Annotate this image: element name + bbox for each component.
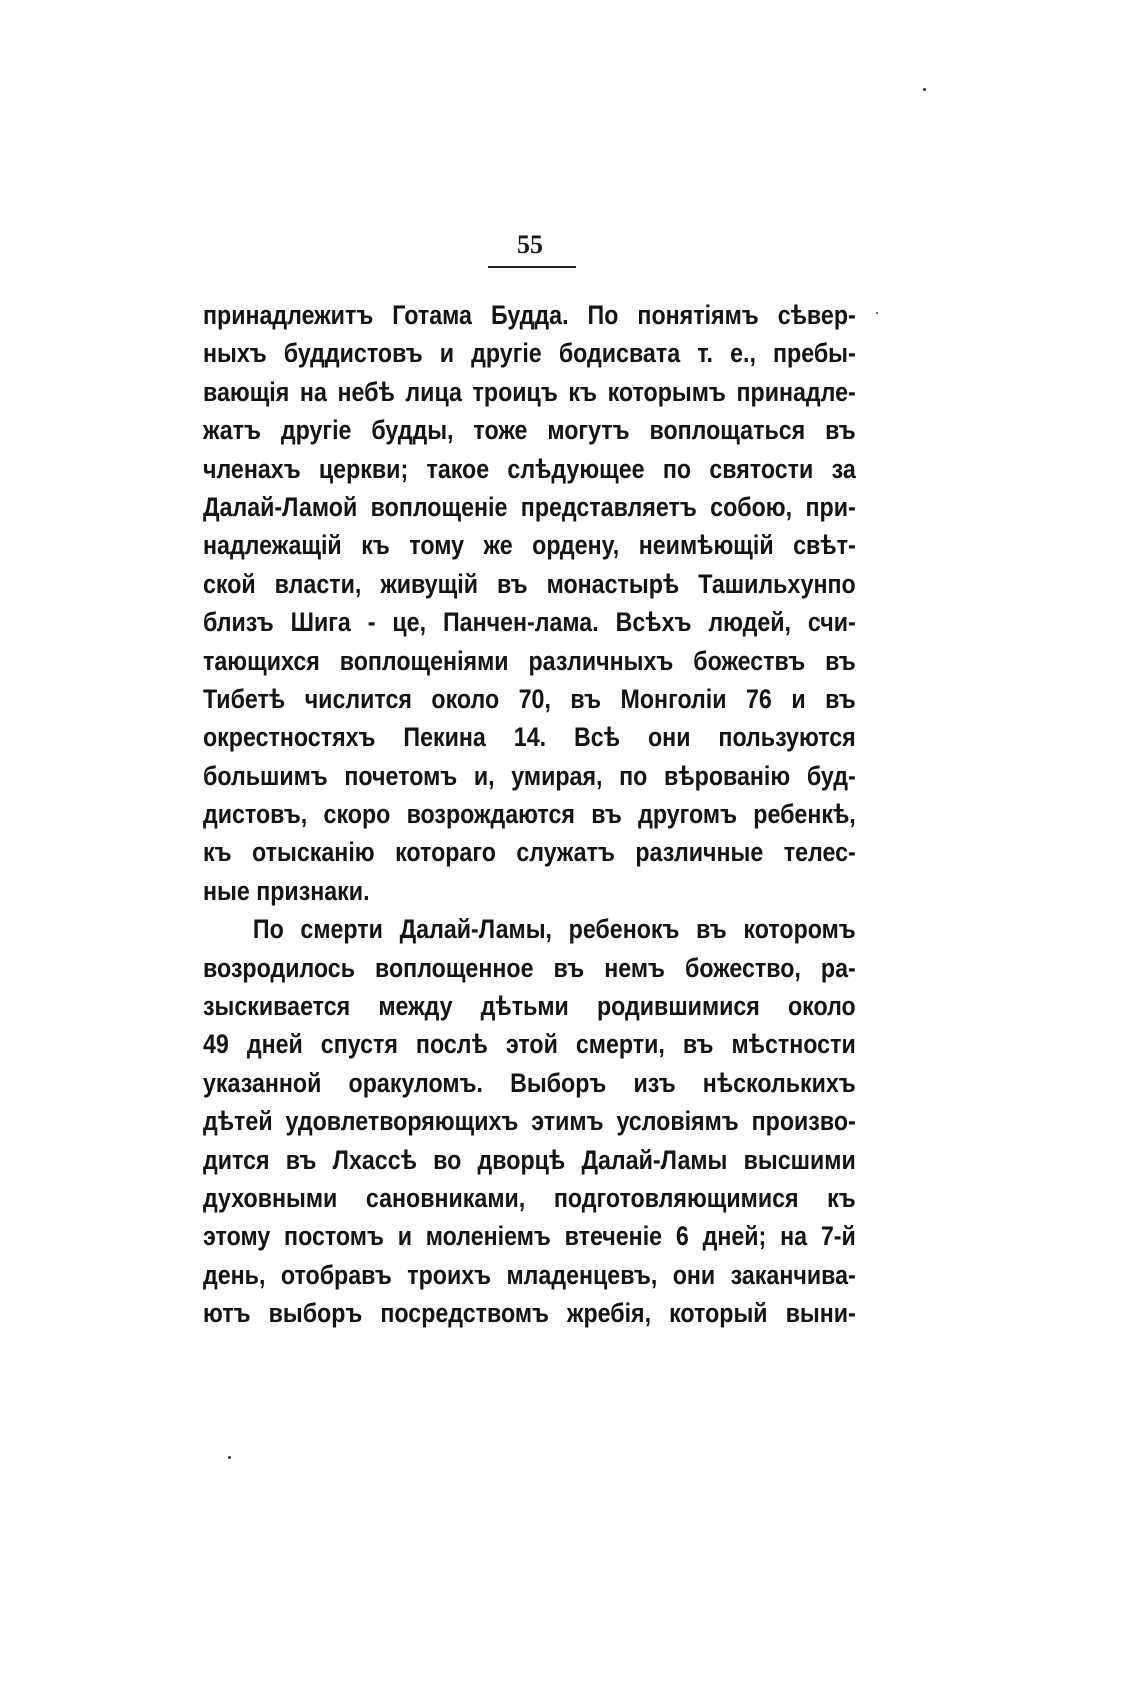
paper-speck: [876, 312, 878, 314]
text-line: день, отобравъ троихъ младенцевъ, они заканчива-: [203, 1259, 856, 1290]
paragraph-2: [203, 910, 856, 1332]
text-line: дѣтей удовлетворяющихъ этимъ условіямъ произво-: [203, 1106, 856, 1137]
text-line: По смерти Далай-Ламы, ребенокъ въ которомъ: [252, 914, 856, 945]
text-line: дистовъ, скоро возрождаются въ другомъ ребенкѣ,: [203, 799, 856, 830]
text-line: 49 дней спустя послѣ этой смерти, въ мѣстности: [203, 1029, 856, 1060]
text-line: Тибетѣ числится около 70, въ Монголіи 76 и въ: [203, 683, 856, 714]
text-line: надлежащій къ тому же ордену, неимѣющій свѣт-: [203, 530, 856, 561]
text-line: указанной оракуломъ. Выборъ изъ нѣсколькихъ: [203, 1067, 856, 1098]
text-line: зыскивается между дѣтьми родившимися около: [203, 991, 856, 1022]
text-line: ской власти, живущій въ монастырѣ Ташильхунпо: [203, 568, 856, 599]
text-line: близъ Шига - це, Панчен-лама. Всѣхъ людей, счи-: [203, 607, 856, 638]
text-line: окрестностяхъ Пекина 14. Всѣ они пользуются: [203, 722, 856, 753]
text-line: дится въ Лхассѣ во дворцѣ Далай-Ламы высшими: [203, 1144, 856, 1175]
text-line: ютъ выборъ посредствомъ жребія, который выни-: [203, 1298, 856, 1329]
paragraph-1: [203, 296, 856, 910]
text-line: ные признаки.: [203, 875, 370, 906]
text-line: этому постомъ и моленіемъ втеченіе 6 дней; на 7-й: [203, 1221, 856, 1252]
text-line: членахъ церкви; такое слѣдующее по святости за: [203, 453, 856, 484]
body-text: [203, 296, 856, 1333]
page-number: 55: [517, 230, 543, 259]
text-line: тающихся воплощеніями различныхъ божествъ въ: [203, 645, 856, 676]
text-line: жатъ другіе будды, тоже могутъ воплощаться въ: [203, 415, 856, 446]
page-number-rule: [488, 266, 576, 268]
paper-speck: [923, 88, 926, 91]
paper-speck: [228, 1456, 231, 1459]
text-line: ныхъ буддистовъ и другіе бодисвата т. е., пребы-: [203, 338, 856, 369]
text-line: возродилось воплощенное въ немъ божество, ра-: [203, 952, 856, 983]
text-line: большимъ почетомъ и, умирая, по вѣрованію буд-: [203, 760, 856, 791]
text-line: вающія на небѣ лица троицъ къ которымъ принадле-: [203, 376, 856, 407]
text-line: Далай-Ламой воплощеніе представляетъ собою, при-: [203, 491, 856, 522]
text-line: духовными сановниками, подготовляющимися къ: [203, 1182, 856, 1213]
text-line: принадлежитъ Готама Будда. По понятіямъ сѣвер-: [203, 300, 856, 330]
text-line: къ отысканію котораго служатъ различные телес-: [203, 837, 856, 868]
